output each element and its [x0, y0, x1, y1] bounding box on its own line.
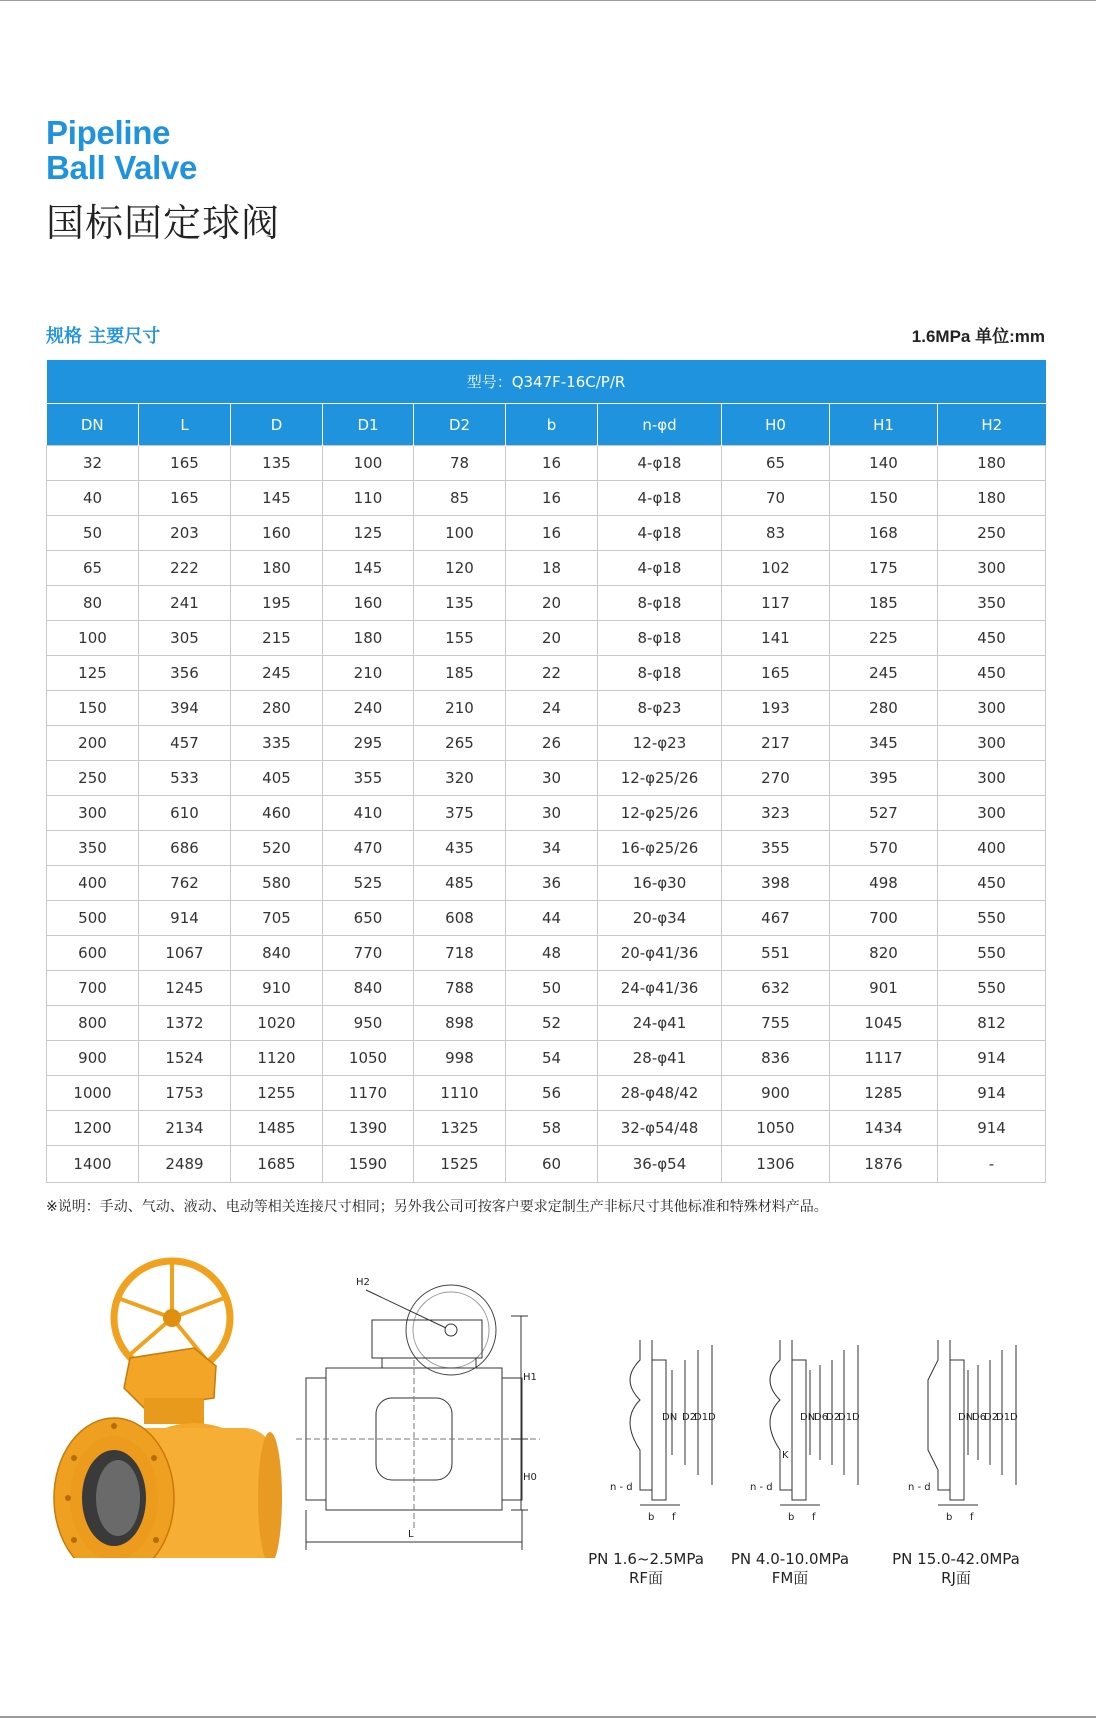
flange-rf-face: RF面 — [628, 1569, 664, 1587]
table-cell: 610 — [139, 796, 231, 831]
table-cell: 180 — [231, 551, 323, 586]
table-cell: 210 — [323, 656, 414, 691]
flange-rf-label-d2: D2 — [682, 1412, 697, 1423]
table-cell: 65 — [47, 551, 139, 586]
table-cell: 570 — [830, 831, 938, 866]
table-cell: 1120 — [231, 1041, 323, 1076]
table-cell: - — [938, 1146, 1046, 1183]
table-cell: 110 — [323, 481, 414, 516]
flange-rj-label-d: D — [1010, 1412, 1018, 1423]
column-header: b — [506, 404, 598, 446]
table-cell: 300 — [938, 691, 1046, 726]
table-cell: 1117 — [830, 1041, 938, 1076]
table-cell: 168 — [830, 516, 938, 551]
table-cell: 450 — [938, 656, 1046, 691]
table-cell: 34 — [506, 831, 598, 866]
column-header: H1 — [830, 404, 938, 446]
flange-fm-face: FM面 — [771, 1569, 809, 1587]
flange-rj-face: RJ面 — [941, 1569, 971, 1587]
flange-rf-label-nd: n - d — [610, 1482, 633, 1493]
table-cell: 165 — [139, 446, 231, 481]
table-row — [47, 901, 1046, 936]
table-cell: 400 — [938, 831, 1046, 866]
table-cell: 117 — [722, 586, 830, 621]
column-header: D — [231, 404, 323, 446]
table-cell: 520 — [231, 831, 323, 866]
table-cell: 280 — [830, 691, 938, 726]
table-cell: 78 — [414, 446, 506, 481]
table-row — [47, 796, 1046, 831]
title-en-line1: Pipeline — [46, 114, 171, 151]
flange-rj-label-d1: D1 — [996, 1412, 1011, 1423]
table-cell: 140 — [830, 446, 938, 481]
table-cell: 135 — [414, 586, 506, 621]
table-cell: 1590 — [323, 1146, 414, 1183]
column-header: DN — [47, 404, 139, 446]
table-cell: 470 — [323, 831, 414, 866]
flange-fm-label-d1: D1 — [838, 1412, 853, 1423]
table-cell: 1255 — [231, 1076, 323, 1111]
table-cell: 300 — [938, 726, 1046, 761]
flange-rj-label-nd: n - d — [908, 1482, 931, 1493]
table-cell: 901 — [830, 971, 938, 1006]
table-cell: 185 — [830, 586, 938, 621]
table-cell: 20 — [506, 621, 598, 656]
title-english — [46, 115, 197, 185]
table-cell: 1306 — [722, 1146, 830, 1183]
table-cell: 700 — [830, 901, 938, 936]
table-row — [47, 761, 1046, 796]
table-cell: 650 — [323, 901, 414, 936]
table-cell: 1000 — [47, 1076, 139, 1111]
table-cell: 355 — [323, 761, 414, 796]
table-cell: 155 — [414, 621, 506, 656]
label-l: L — [408, 1529, 414, 1540]
table-cell: 350 — [47, 831, 139, 866]
flange-rf-label-dn: DN — [662, 1412, 678, 1423]
table-cell: 28-φ48/42 — [598, 1076, 722, 1111]
flange-rj-label-b: b — [946, 1512, 953, 1523]
flange-fm-label-b: b — [788, 1512, 795, 1523]
table-cell: 820 — [830, 936, 938, 971]
table-cell: 165 — [722, 656, 830, 691]
table-cell: 245 — [830, 656, 938, 691]
table-cell: 52 — [506, 1006, 598, 1041]
flange-fm-pressure: PN 4.0-10.0MPa — [730, 1550, 850, 1568]
column-header: H2 — [938, 404, 1046, 446]
table-cell: 1325 — [414, 1111, 506, 1146]
table-cell: 300 — [47, 796, 139, 831]
table-cell: 405 — [231, 761, 323, 796]
gearbox — [124, 1348, 216, 1424]
flange-rf-pressure: PN 1.6~2.5MPa — [588, 1550, 704, 1568]
table-cell: 1400 — [47, 1146, 139, 1183]
column-header: H0 — [722, 404, 830, 446]
flange-fm-label-d: D — [852, 1412, 860, 1423]
table-cell: 225 — [830, 621, 938, 656]
table-cell: 16 — [506, 481, 598, 516]
table-cell: 300 — [938, 796, 1046, 831]
table-cell: 1525 — [414, 1146, 506, 1183]
model-header: 型号：Q347F-16C/P/R — [47, 360, 1046, 404]
table-cell: 8-φ18 — [598, 586, 722, 621]
table-cell: 356 — [139, 656, 231, 691]
table-cell: 200 — [47, 726, 139, 761]
table-row — [47, 551, 1046, 586]
table-cell: 125 — [47, 656, 139, 691]
table-cell: 457 — [139, 726, 231, 761]
table-cell: 533 — [139, 761, 231, 796]
table-cell: 551 — [722, 936, 830, 971]
table-cell: 50 — [506, 971, 598, 1006]
label-h1: H1 — [523, 1372, 537, 1383]
table-cell: 394 — [139, 691, 231, 726]
table-cell: 120 — [414, 551, 506, 586]
table-cell: 44 — [506, 901, 598, 936]
table-row — [47, 656, 1046, 691]
table-cell: 125 — [323, 516, 414, 551]
table-cell: 83 — [722, 516, 830, 551]
table-cell: 180 — [323, 621, 414, 656]
table-cell: 305 — [139, 621, 231, 656]
flange-fm-label-nd: n - d — [750, 1482, 773, 1493]
table-cell: 395 — [830, 761, 938, 796]
table-cell: 1372 — [139, 1006, 231, 1041]
table-cell: 54 — [506, 1041, 598, 1076]
table-cell: 193 — [722, 691, 830, 726]
flange-rf-label-b: b — [648, 1512, 655, 1523]
spec-label: 规格 主要尺寸 — [46, 326, 161, 347]
table-cell: 400 — [47, 866, 139, 901]
table-cell: 50 — [47, 516, 139, 551]
table-cell: 16 — [506, 516, 598, 551]
table-cell: 180 — [938, 446, 1046, 481]
table-cell: 1876 — [830, 1146, 938, 1183]
table-cell: 150 — [830, 481, 938, 516]
table-cell: 1020 — [231, 1006, 323, 1041]
label-h0: H0 — [523, 1472, 537, 1483]
flange-fm-label-k: K — [782, 1450, 789, 1461]
table-cell: 8-φ18 — [598, 621, 722, 656]
table-cell: 175 — [830, 551, 938, 586]
table-row — [47, 866, 1046, 901]
table-cell: 217 — [722, 726, 830, 761]
table-cell: 24-φ41/36 — [598, 971, 722, 1006]
unit-label: 1.6MPa 单位:mm — [911, 327, 1045, 346]
note-text: ※说明：手动、气动、液动、电动等相关连接尺寸相同；另外我公司可按客户要求定制生产非标尺寸其他标准和特殊材料产品。 — [46, 1199, 828, 1215]
column-header: D1 — [323, 404, 414, 446]
table-row — [47, 586, 1046, 621]
table-cell: 355 — [722, 831, 830, 866]
table-cell: 20-φ34 — [598, 901, 722, 936]
table-cell: 18 — [506, 551, 598, 586]
spec-table — [46, 360, 1046, 1183]
table-cell: 1753 — [139, 1076, 231, 1111]
table-cell: 2134 — [139, 1111, 231, 1146]
flange-rj-label-f: f — [970, 1512, 974, 1523]
table-row — [47, 516, 1046, 551]
table-cell: 527 — [830, 796, 938, 831]
table-cell: 467 — [722, 901, 830, 936]
table-cell: 1524 — [139, 1041, 231, 1076]
table-cell: 24-φ41 — [598, 1006, 722, 1041]
table-cell: 65 — [722, 446, 830, 481]
table-cell: 2489 — [139, 1146, 231, 1183]
valve-illustration — [44, 1248, 284, 1558]
table-cell: 718 — [414, 936, 506, 971]
table-cell: 914 — [938, 1111, 1046, 1146]
table-row — [47, 1146, 1046, 1183]
flange-rj-label-dn: DN — [958, 1412, 974, 1423]
label-h2: H2 — [356, 1277, 370, 1288]
table-row — [47, 726, 1046, 761]
title-chinese: 国标固定球阀 — [46, 201, 281, 245]
table-cell: 4-φ18 — [598, 516, 722, 551]
table-cell: 12-φ25/26 — [598, 761, 722, 796]
table-cell: 58 — [506, 1111, 598, 1146]
table-cell: 686 — [139, 831, 231, 866]
table-cell: 250 — [938, 516, 1046, 551]
table-cell: 145 — [323, 551, 414, 586]
table-cell: 100 — [323, 446, 414, 481]
table-row — [47, 1111, 1046, 1146]
table-cell: 632 — [722, 971, 830, 1006]
table-cell: 1685 — [231, 1146, 323, 1183]
table-cell: 375 — [414, 796, 506, 831]
table-cell: 900 — [722, 1076, 830, 1111]
table-row — [47, 936, 1046, 971]
table-cell: 270 — [722, 761, 830, 796]
table-cell: 1434 — [830, 1111, 938, 1146]
flange-fm-label-dn: DN — [800, 1412, 816, 1423]
flange-rf-label-d: D — [708, 1412, 716, 1423]
table-cell: 950 — [323, 1006, 414, 1041]
table-cell: 70 — [722, 481, 830, 516]
table-cell: 145 — [231, 481, 323, 516]
table-cell: 320 — [414, 761, 506, 796]
top-divider — [0, 0, 1096, 1]
table-cell: 22 — [506, 656, 598, 691]
flange-fm-label-d6: D6 — [814, 1412, 829, 1423]
table-cell: 550 — [938, 901, 1046, 936]
table-cell: 60 — [506, 1146, 598, 1183]
table-cell: 102 — [722, 551, 830, 586]
flange-rj-label-d2: D2 — [984, 1412, 999, 1423]
table-cell: 840 — [231, 936, 323, 971]
column-header: n-φd — [598, 404, 722, 446]
flange-rj-caption — [856, 1550, 1056, 1588]
table-cell: 295 — [323, 726, 414, 761]
table-cell: 36 — [506, 866, 598, 901]
table-cell: 1390 — [323, 1111, 414, 1146]
table-cell: 160 — [323, 586, 414, 621]
table-cell: 300 — [938, 761, 1046, 796]
table-cell: 608 — [414, 901, 506, 936]
table-cell: 898 — [414, 1006, 506, 1041]
table-cell: 56 — [506, 1076, 598, 1111]
table-cell: 4-φ18 — [598, 551, 722, 586]
table-cell: 185 — [414, 656, 506, 691]
table-cell: 345 — [830, 726, 938, 761]
table-cell: 914 — [938, 1076, 1046, 1111]
table-cell: 700 — [47, 971, 139, 1006]
table-cell: 1245 — [139, 971, 231, 1006]
table-cell: 245 — [231, 656, 323, 691]
table-cell: 435 — [414, 831, 506, 866]
table-cell: 8-φ18 — [598, 656, 722, 691]
table-cell: 450 — [938, 621, 1046, 656]
table-cell: 12-φ23 — [598, 726, 722, 761]
table-cell: 300 — [938, 551, 1046, 586]
table-cell: 705 — [231, 901, 323, 936]
table-cell: 4-φ18 — [598, 481, 722, 516]
table-cell: 550 — [938, 971, 1046, 1006]
table-row — [47, 691, 1046, 726]
table-cell: 150 — [47, 691, 139, 726]
table-cell: 250 — [47, 761, 139, 796]
table-row — [47, 1076, 1046, 1111]
table-cell: 265 — [414, 726, 506, 761]
table-cell: 8-φ23 — [598, 691, 722, 726]
column-header: L — [139, 404, 231, 446]
table-cell: 280 — [231, 691, 323, 726]
table-cell: 135 — [231, 446, 323, 481]
table-cell: 32-φ54/48 — [598, 1111, 722, 1146]
table-cell: 840 — [323, 971, 414, 1006]
table-cell: 203 — [139, 516, 231, 551]
table-cell: 36-φ54 — [598, 1146, 722, 1183]
table-cell: 770 — [323, 936, 414, 971]
table-row — [47, 1006, 1046, 1041]
table-cell: 836 — [722, 1041, 830, 1076]
table-cell: 16-φ25/26 — [598, 831, 722, 866]
table-cell: 100 — [47, 621, 139, 656]
table-cell: 241 — [139, 586, 231, 621]
table-cell: 998 — [414, 1041, 506, 1076]
table-cell: 788 — [414, 971, 506, 1006]
table-cell: 450 — [938, 866, 1046, 901]
table-cell: 165 — [139, 481, 231, 516]
table-row — [47, 971, 1046, 1006]
table-cell: 180 — [938, 481, 1046, 516]
table-row — [47, 481, 1046, 516]
table-cell: 525 — [323, 866, 414, 901]
table-cell: 24 — [506, 691, 598, 726]
table-cell: 580 — [231, 866, 323, 901]
table-cell: 240 — [323, 691, 414, 726]
table-cell: 812 — [938, 1006, 1046, 1041]
table-cell: 600 — [47, 936, 139, 971]
flange-rf-label-d1: D1 — [694, 1412, 709, 1423]
table-cell: 12-φ25/26 — [598, 796, 722, 831]
table-cell: 215 — [231, 621, 323, 656]
table-cell: 32 — [47, 446, 139, 481]
table-cell: 1050 — [722, 1111, 830, 1146]
table-cell: 40 — [47, 481, 139, 516]
table-cell: 48 — [506, 936, 598, 971]
table-cell: 1200 — [47, 1111, 139, 1146]
table-cell: 1285 — [830, 1076, 938, 1111]
table-row — [47, 446, 1046, 481]
table-cell: 1067 — [139, 936, 231, 971]
table-cell: 350 — [938, 586, 1046, 621]
table-cell: 410 — [323, 796, 414, 831]
table-cell: 800 — [47, 1006, 139, 1041]
table-cell: 498 — [830, 866, 938, 901]
table-cell: 20-φ41/36 — [598, 936, 722, 971]
table-cell: 914 — [139, 901, 231, 936]
table-cell: 16 — [506, 446, 598, 481]
table-cell: 20 — [506, 586, 598, 621]
table-cell: 30 — [506, 796, 598, 831]
table-cell: 500 — [47, 901, 139, 936]
table-cell: 335 — [231, 726, 323, 761]
table-cell: 323 — [722, 796, 830, 831]
table-cell: 485 — [414, 866, 506, 901]
dimension-drawing — [296, 1260, 540, 1560]
flange-rj-label-d6: D6 — [972, 1412, 987, 1423]
table-cell: 1050 — [323, 1041, 414, 1076]
table-cell: 80 — [47, 586, 139, 621]
table-cell: 1170 — [323, 1076, 414, 1111]
table-cell: 195 — [231, 586, 323, 621]
table-cell: 755 — [722, 1006, 830, 1041]
table-cell: 398 — [722, 866, 830, 901]
table-cell: 900 — [47, 1041, 139, 1076]
table-cell: 460 — [231, 796, 323, 831]
flange-fm-label-d2: D2 — [826, 1412, 841, 1423]
table-cell: 26 — [506, 726, 598, 761]
flange-rj-pressure: PN 15.0-42.0MPa — [892, 1550, 1020, 1568]
column-header: D2 — [414, 404, 506, 446]
table-cell: 16-φ30 — [598, 866, 722, 901]
title-en-line2: Ball Valve — [46, 149, 198, 186]
table-cell: 160 — [231, 516, 323, 551]
table-cell: 222 — [139, 551, 231, 586]
table-row — [47, 621, 1046, 656]
table-row — [47, 1041, 1046, 1076]
table-cell: 914 — [938, 1041, 1046, 1076]
table-cell: 28-φ41 — [598, 1041, 722, 1076]
flange-rf-label-f: f — [672, 1512, 676, 1523]
table-cell: 210 — [414, 691, 506, 726]
table-cell: 1485 — [231, 1111, 323, 1146]
table-cell: 30 — [506, 761, 598, 796]
table-cell: 100 — [414, 516, 506, 551]
table-cell: 910 — [231, 971, 323, 1006]
table-cell: 141 — [722, 621, 830, 656]
table-row — [47, 831, 1046, 866]
table-cell: 550 — [938, 936, 1046, 971]
flange-fm-label-f: f — [812, 1512, 816, 1523]
table-cell: 1045 — [830, 1006, 938, 1041]
table-cell: 762 — [139, 866, 231, 901]
table-cell: 1110 — [414, 1076, 506, 1111]
table-cell: 4-φ18 — [598, 446, 722, 481]
table-cell: 85 — [414, 481, 506, 516]
